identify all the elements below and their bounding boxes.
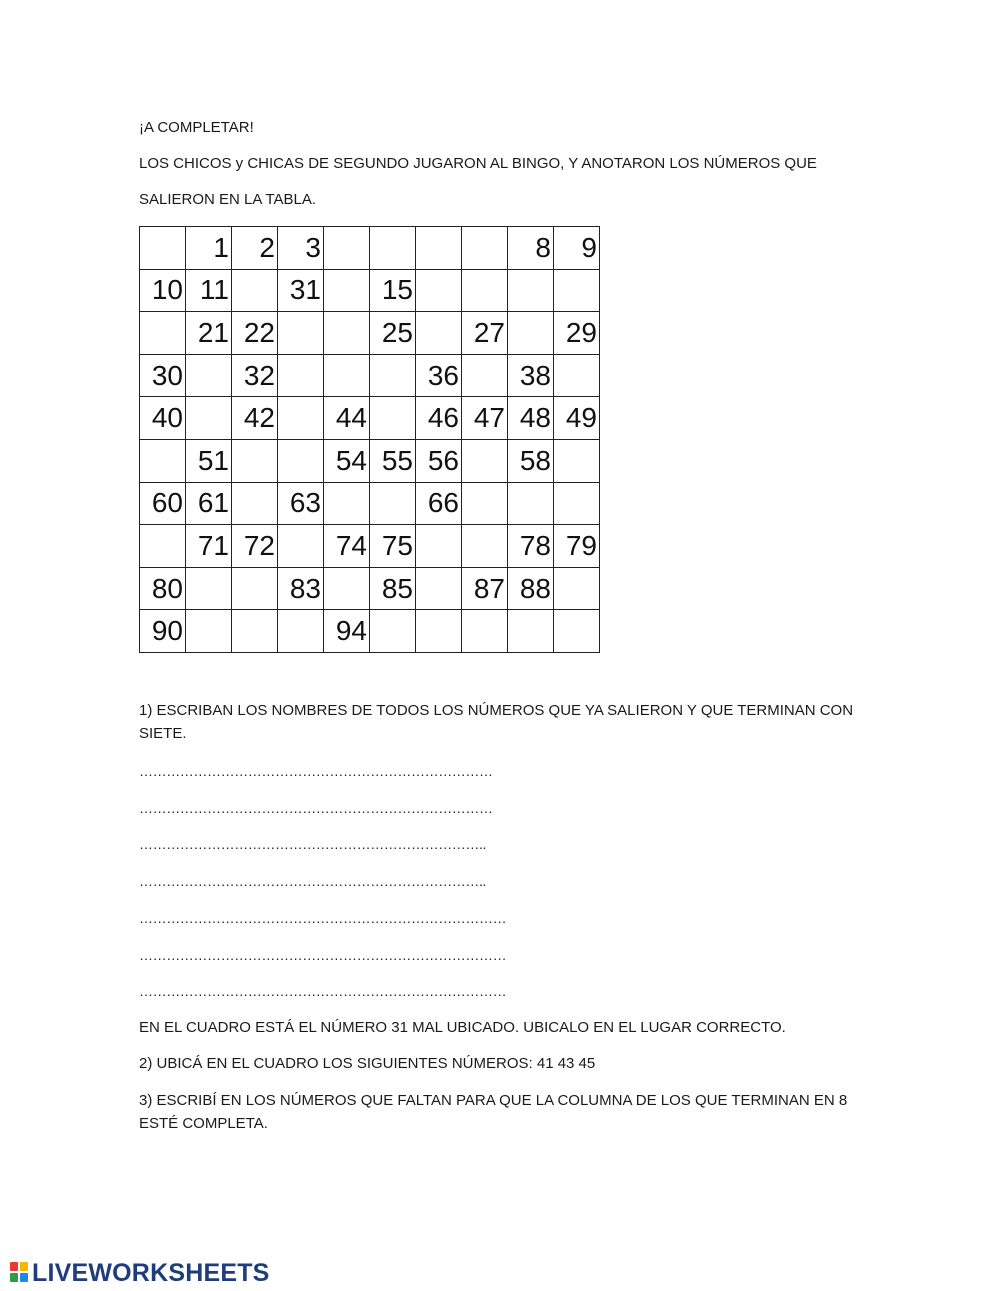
intro-line-1: LOS CHICOS y CHICAS DE SEGUNDO JUGARON AL BINGO, Y ANOTARON LOS NÚMEROS QUE [139,155,817,172]
table-cell[interactable]: 56 [416,439,462,482]
table-cell[interactable]: 75 [370,525,416,568]
table-cell[interactable] [370,227,416,270]
table-cell[interactable] [140,525,186,568]
table-row [140,354,600,397]
table-row [140,482,600,525]
table-cell[interactable]: 40 [140,397,186,440]
table-cell[interactable]: 51 [186,439,232,482]
table-cell[interactable]: 8 [508,227,554,270]
table-cell[interactable]: 22 [232,312,278,355]
table-cell[interactable] [186,354,232,397]
table-cell[interactable]: 25 [370,312,416,355]
answer-line[interactable]: ………………………………………………………………….. [139,873,486,890]
table-cell[interactable] [232,439,278,482]
table-cell[interactable] [462,269,508,312]
table-cell[interactable] [508,269,554,312]
table-cell[interactable]: 83 [278,567,324,610]
table-cell[interactable] [508,482,554,525]
table-cell[interactable] [554,482,600,525]
table-cell[interactable] [416,610,462,653]
table-cell[interactable] [554,567,600,610]
table-cell[interactable]: 21 [186,312,232,355]
bingo-number-table [139,226,600,653]
table-cell[interactable] [462,439,508,482]
note-misplaced-number: EN EL CUADRO ESTÁ EL NÚMERO 31 MAL UBICADO. UBICALO EN EL LUGAR CORRECTO. [139,1019,786,1036]
table-cell[interactable] [232,610,278,653]
table-cell[interactable]: 30 [140,354,186,397]
table-cell[interactable]: 88 [508,567,554,610]
table-row [140,227,600,270]
table-cell[interactable]: 54 [324,439,370,482]
liveworksheets-logo [10,1260,270,1286]
table-cell[interactable]: 60 [140,482,186,525]
table-cell[interactable]: 31 [278,269,324,312]
table-cell[interactable] [140,227,186,270]
table-cell[interactable]: 32 [232,354,278,397]
question-3: 3) ESCRIBÍ EN LOS NÚMEROS QUE FALTAN PARA QUE LA COLUMNA DE LOS QUE TERMINAN EN 8 ESTÉ COMPLETA. [139,1092,848,1132]
table-cell[interactable]: 58 [508,439,554,482]
table-cell[interactable]: 44 [324,397,370,440]
intro-line-2: SALIERON EN LA TABLA. [139,191,317,208]
table-cell[interactable] [370,610,416,653]
table-cell[interactable] [370,354,416,397]
table-cell[interactable] [462,227,508,270]
table-cell[interactable]: 48 [508,397,554,440]
table-cell[interactable] [324,227,370,270]
table-cell[interactable]: 46 [416,397,462,440]
table-cell[interactable] [278,312,324,355]
table-cell[interactable] [554,269,600,312]
table-cell[interactable]: 72 [232,525,278,568]
table-cell[interactable] [232,482,278,525]
answer-line[interactable]: ……………………………………………………………………… [139,946,507,963]
table-row [140,397,600,440]
table-cell[interactable] [278,354,324,397]
table-cell[interactable]: 42 [232,397,278,440]
logo-text: LIVEWORKSHEETS [32,1258,270,1287]
table-row [140,312,600,355]
table-cell[interactable] [278,610,324,653]
table-cell[interactable] [508,610,554,653]
table-row [140,439,600,482]
table-cell[interactable] [416,312,462,355]
table-cell[interactable] [324,269,370,312]
table-cell[interactable] [416,525,462,568]
table-cell[interactable]: 47 [462,397,508,440]
table-cell[interactable] [416,567,462,610]
table-cell[interactable] [416,269,462,312]
table-cell[interactable]: 9 [554,227,600,270]
table-cell[interactable] [278,397,324,440]
table-cell[interactable]: 49 [554,397,600,440]
table-cell[interactable]: 80 [140,567,186,610]
table-cell[interactable]: 10 [140,269,186,312]
table-cell[interactable]: 11 [186,269,232,312]
table-cell[interactable] [462,354,508,397]
worksheet-title: ¡A COMPLETAR! [139,119,254,136]
table-cell[interactable] [324,354,370,397]
table-cell[interactable] [416,227,462,270]
table-cell[interactable]: 3 [278,227,324,270]
table-cell[interactable] [324,567,370,610]
table-cell[interactable] [278,439,324,482]
table-cell[interactable] [278,525,324,568]
table-cell[interactable]: 66 [416,482,462,525]
table-cell[interactable] [462,525,508,568]
table-cell[interactable]: 85 [370,567,416,610]
table-row [140,269,600,312]
table-cell[interactable] [232,269,278,312]
table-cell[interactable]: 29 [554,312,600,355]
table-cell[interactable] [186,610,232,653]
table-cell[interactable]: 38 [508,354,554,397]
answer-line[interactable]: …………………………………………………………………… [139,763,493,779]
table-cell[interactable]: 74 [324,525,370,568]
answer-line[interactable]: ……………………………………………………………………… [139,909,507,926]
table-cell[interactable] [508,312,554,355]
table-cell[interactable] [370,482,416,525]
answer-line[interactable]: ………………………………………………………………….. [139,836,486,853]
table-cell[interactable]: 78 [508,525,554,568]
table-cell[interactable] [554,439,600,482]
table-cell[interactable]: 27 [462,312,508,355]
question-1: 1) ESCRIBAN LOS NOMBRES DE TODOS LOS NÚMEROS QUE YA SALIERON Y QUE TERMINAN CON SIETE. [139,702,854,742]
table-cell[interactable]: 63 [278,482,324,525]
table-cell[interactable] [462,610,508,653]
table-cell[interactable] [370,397,416,440]
liveworksheets-logo-icon [10,1262,30,1284]
table-cell[interactable] [554,354,600,397]
table-cell[interactable] [186,567,232,610]
table-cell[interactable]: 87 [462,567,508,610]
table-cell[interactable]: 55 [370,439,416,482]
table-cell[interactable] [324,312,370,355]
table-cell[interactable] [232,567,278,610]
table-cell[interactable] [186,397,232,440]
table-cell[interactable]: 79 [554,525,600,568]
question-2: 2) UBICÁ EN EL CUADRO LOS SIGUIENTES NÚMEROS: 41 43 45 [139,1055,596,1072]
table-cell[interactable]: 61 [186,482,232,525]
table-row [140,567,600,610]
table-cell[interactable] [140,439,186,482]
table-cell[interactable] [324,482,370,525]
table-cell[interactable] [554,610,600,653]
table-row [140,610,600,653]
table-cell[interactable]: 15 [370,269,416,312]
table-cell[interactable]: 1 [186,227,232,270]
table-cell[interactable]: 36 [416,354,462,397]
answer-line[interactable]: …………………………………………………………………… [139,799,493,816]
table-cell[interactable]: 2 [232,227,278,270]
table-cell[interactable]: 90 [140,610,186,653]
table-cell[interactable]: 71 [186,525,232,568]
table-cell[interactable] [140,312,186,355]
answer-line[interactable]: ……………………………………………………………………… [139,983,507,1000]
table-row [140,525,600,568]
table-cell[interactable]: 94 [324,610,370,653]
table-cell[interactable] [462,482,508,525]
